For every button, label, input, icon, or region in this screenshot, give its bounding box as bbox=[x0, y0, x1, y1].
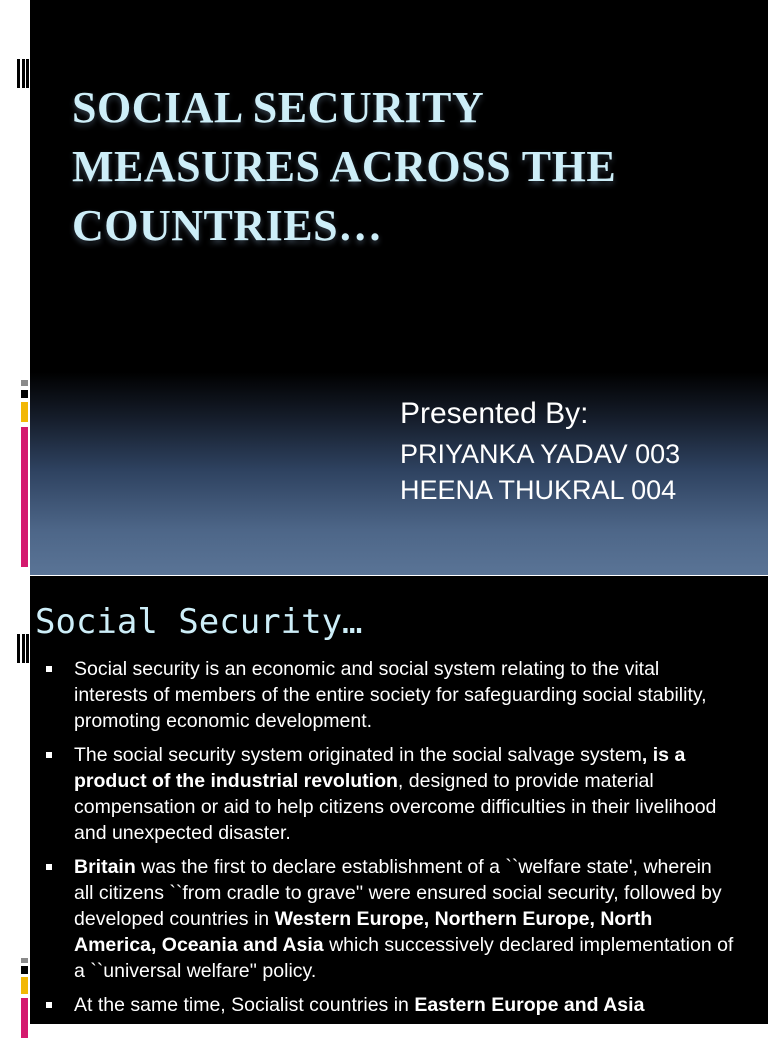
accent-bar bbox=[21, 380, 28, 567]
square-bullet-icon bbox=[46, 666, 52, 672]
bullet-text: At the same time, Socialist countries in bbox=[74, 994, 415, 1016]
bullet-text-bold: , is a product of the industrial revolution bbox=[74, 744, 686, 792]
square-bullet-icon bbox=[46, 752, 52, 758]
bullet-text: Social security is an economic and social system relating to the vital interests of members of the entire society for safeguarding social stability, promoting economic development. bbox=[74, 658, 707, 732]
bullet-item bbox=[46, 854, 736, 984]
slide-marker-icon bbox=[17, 634, 29, 663]
bullet-text-bold: Britain bbox=[74, 856, 136, 878]
title-slide bbox=[30, 0, 768, 575]
bullet-text: The social security system originated in the social salvage system bbox=[74, 744, 642, 766]
bullet-list bbox=[46, 656, 736, 1026]
accent-bar bbox=[21, 958, 28, 1038]
bullet-item bbox=[46, 992, 736, 1018]
bullet-text-bold: Eastern Europe and Asia bbox=[414, 994, 645, 1016]
bullet-text: was the first to declare establishment of a ``welfare state', wherein all citizens ``from cradle to grave'' were ensured social security, followed by developed countries in bbox=[74, 856, 722, 930]
square-bullet-icon bbox=[46, 1002, 52, 1008]
bullet-item bbox=[46, 742, 736, 846]
square-bullet-icon bbox=[46, 864, 52, 870]
presented-by-label: Presented By: bbox=[400, 397, 589, 430]
slide-title: SOCIAL SECURITY MEASURES ACROSS THE COUNTRIES… bbox=[72, 83, 617, 250]
bullet-item bbox=[46, 656, 736, 734]
slide-marker-icon bbox=[17, 59, 29, 88]
bullet-text-bold: Western Europe, Northern Europe, North America, Oceania and Asia bbox=[74, 908, 653, 956]
bullet-text: which successively declared implementation of a ``universal welfare'' policy. bbox=[74, 934, 734, 982]
presenter-name: HEENA THUKRAL 004 bbox=[400, 475, 677, 505]
bullet-text: , designed to provide material compensation or aid to help citizens overcome difficulties in their livelihood and unexpected disaster. bbox=[74, 770, 717, 844]
presenter-name: PRIYANKA YADAV 003 bbox=[400, 439, 681, 469]
content-slide-title: Social Security… bbox=[35, 602, 363, 642]
presenters-block bbox=[400, 394, 680, 508]
